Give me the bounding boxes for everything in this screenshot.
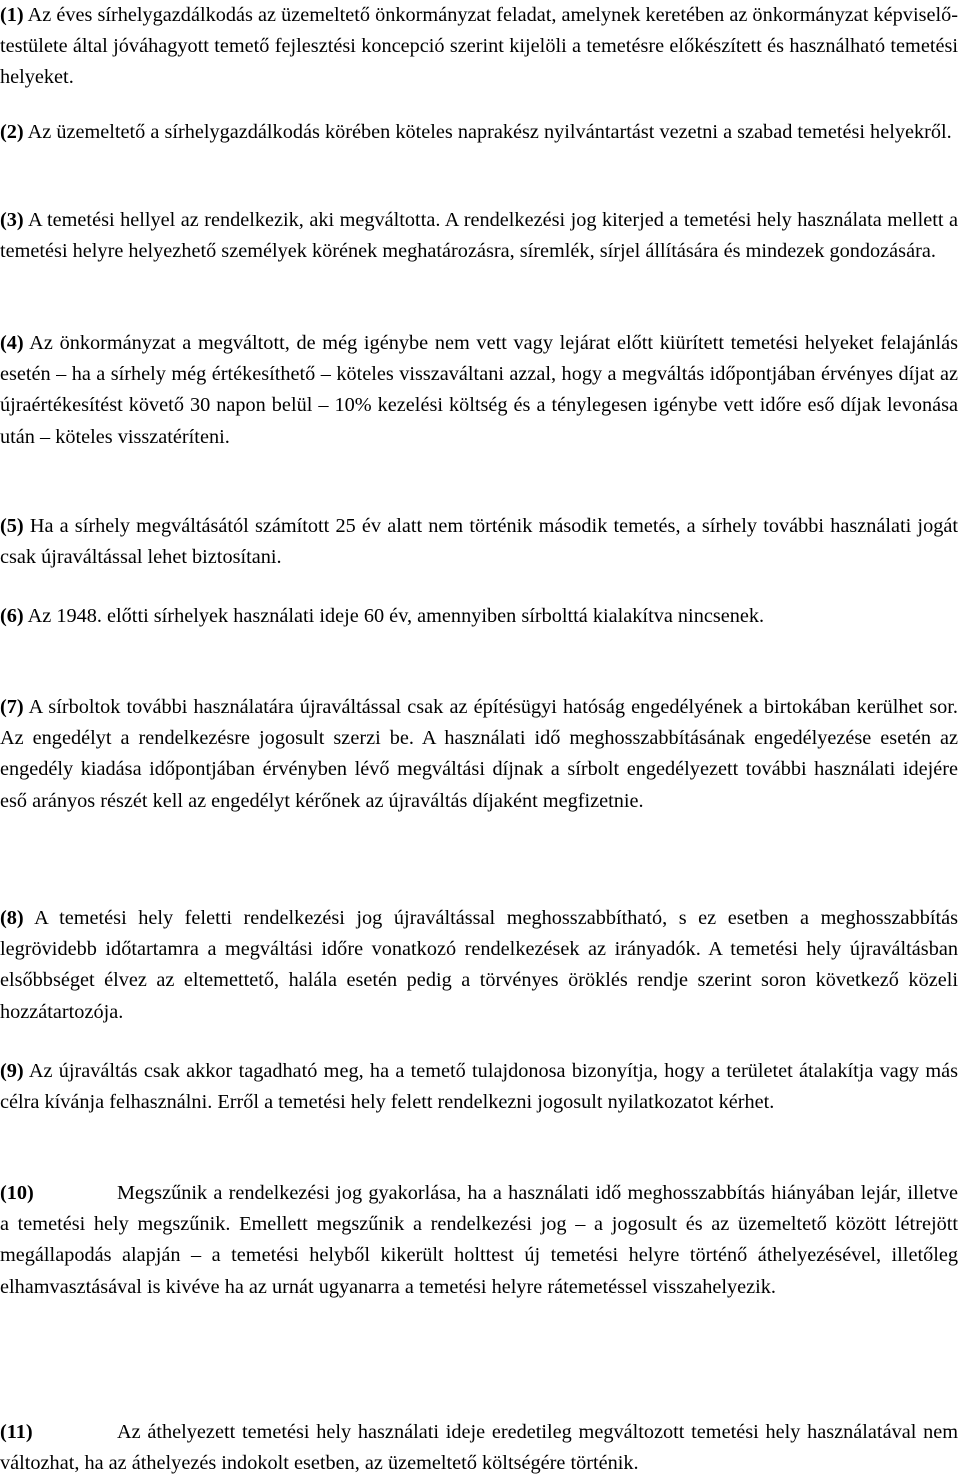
paragraph-text: Ha a sírhely megváltásától számított 25 év alatt nem történik második temetés, a sírhely további használati jogát csak újraváltással lehet biztosítani.: [0, 515, 958, 569]
paragraph-number: (9): [0, 1060, 24, 1082]
paragraph-number: (4): [0, 332, 24, 354]
paragraph-number: (11): [0, 1421, 33, 1443]
paragraph-text: Az üzemeltető a sírhelygazdálkodás körében köteles naprakész nyilvántartást vezetni a szabad temetési helyekről.: [27, 121, 952, 143]
paragraph-7: [0, 692, 958, 817]
paragraph-number: (5): [0, 515, 24, 537]
paragraph-number: (1): [0, 4, 24, 26]
paragraph-text: Az áthelyezett temetési hely használati ideje eredetileg megváltozott temetési hely használatával nem változhat, ha az áthelyezés indokolt esetben, az üzemeltető költségére történik.: [0, 1421, 958, 1475]
paragraph-number: (10): [0, 1182, 34, 1204]
paragraph-5: [0, 511, 958, 573]
paragraph-text: A temetési hellyel az rendelkezik, aki megváltotta. A rendelkezési jog kiterjed a temetési hely használata mellett a temetési helyre helyezhető személyek körének meghatározásra, síremlék, sírjel állítására és mindezek gondozására.: [0, 209, 959, 263]
paragraph-text: Megszűnik a rendelkezési jog gyakorlása, ha a használati idő meghosszabbítás hiányában lejár, illetve a temetési hely megszűnik. Emellett megszűnik a rendelkezési jog – a jogosult és az üzemeltető között létrejött megállapodás alapján – a temetési helyből kikerült holttest új temetési helyre történő áthelyezésével, illetőleg elhamvasztásával is kivéve ha az urnát ugyanarra a temetési helyre rátemetéssel visszahelyezik.: [0, 1182, 958, 1298]
paragraph-text: Az önkormányzat a megváltott, de még igénybe nem vett vagy lejárat előtt kiürített temetési helyeket felajánlás esetén – ha a sírhely még értékesíthető – köteles visszaváltani azzal, hogy a megváltás időpontjában érvényes díjat az újraértékesítést követő 30 napon belül – 10% kezelési költség és a ténylegesen igénybe vett időre eső díjak levonása után – köteles visszatéríteni.: [0, 332, 959, 448]
paragraph-2: [0, 117, 958, 148]
paragraph-number: (6): [0, 605, 24, 627]
paragraph-3: [0, 205, 958, 267]
paragraph-text: Az éves sírhelygazdálkodás az üzemeltető önkormányzat feladat, amelynek keretében az önkormányzat képviselő-testülete által jóváhagyott temető fejlesztési koncepció szerint kijelöli a temetésre előkészített és használható temetési helyeket.: [0, 4, 958, 89]
paragraph-11: [0, 1417, 958, 1479]
paragraph-1: [0, 0, 958, 94]
paragraph-10: [0, 1178, 958, 1303]
paragraph-8: [0, 903, 958, 1028]
paragraph-9: [0, 1056, 958, 1118]
paragraph-text: A temetési hely feletti rendelkezési jog újraváltással meghosszabbítható, s ez esetben a meghosszabbítás legrövidebb időtartamra a megváltási időre vonatkozó rendelkezések az irányadók. A temetési hely újraváltásban elsőbbséget élvez az eltemettető, halála esetén pedig a törvényes öröklés rendje szerint soron következő közeli hozzátartozója.: [0, 907, 959, 1023]
paragraph-number: (2): [0, 121, 24, 143]
paragraph-4: [0, 328, 958, 453]
paragraph-number: (3): [0, 209, 24, 231]
paragraph-text: Az 1948. előtti sírhelyek használati ideje 60 év, amennyiben sírbolttá kialakítva nincsenek.: [27, 605, 765, 627]
paragraph-number: (8): [0, 907, 24, 929]
paragraph-text: A sírboltok további használatára újraváltással csak az építésügyi hatóság engedélyének a birtokában kerülhet sor. Az engedélyt a rendelkezésre jogosult szerzi be. A használati idő meghosszabbításának engedélyezése esetén az engedély kiadása időpontjában érvényben lévő megváltási díjnak a sírbolt engedélyezett további használati idejére eső arányos részét kell az engedélyt kérőnek az újraváltás díjaként megfizetnie.: [0, 696, 958, 812]
paragraph-number: (7): [0, 696, 24, 718]
paragraph-text: Az újraváltás csak akkor tagadható meg, ha a temető tulajdonosa bizonyítja, hogy a területet átalakítja vagy más célra kívánja felhasználni. Erről a temetési hely felett rendelkezni jogosult nyilatkozatot kérhet.: [0, 1060, 958, 1114]
paragraph-6: [0, 601, 958, 632]
